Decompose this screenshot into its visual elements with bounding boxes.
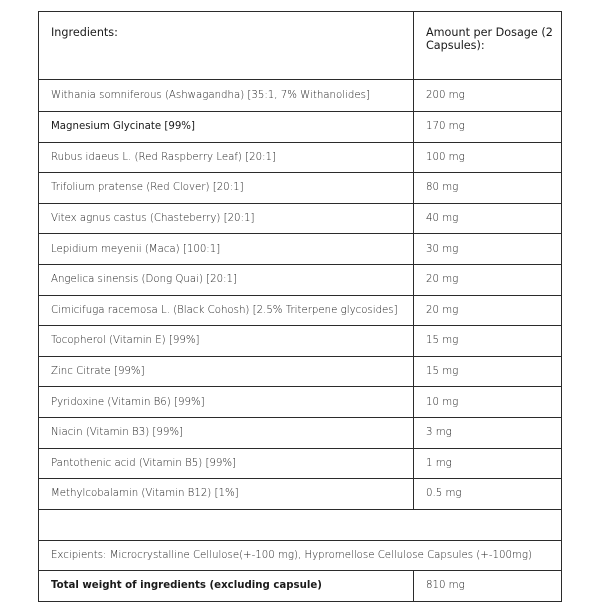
ingredient-name: Angelica sinensis (Dong Quai) [20:1] (39, 264, 414, 295)
total-row (39, 570, 562, 601)
ingredient-row (39, 142, 562, 173)
ingredient-amount: 20 mg (414, 295, 562, 326)
ingredient-amount: 20 mg (414, 264, 562, 295)
ingredient-row (39, 203, 562, 234)
ingredient-row (39, 356, 562, 387)
ingredient-row (39, 295, 562, 326)
ingredient-name: Methylcobalamin (Vitamin B12) [1%] (39, 479, 414, 510)
ingredient-name: Cimicifuga racemosa L. (Black Cohosh) [2.5% Triterpene glycosides] (39, 295, 414, 326)
ingredient-amount: 3 mg (414, 417, 562, 448)
ingredient-name: Zinc Citrate [99%] (39, 356, 414, 387)
ingredient-name: Pantothenic acid (Vitamin B5) [99%] (39, 448, 414, 479)
ingredient-name: Niacin (Vitamin B3) [99%] (39, 417, 414, 448)
total-label: Total weight of ingredients (excluding capsule) (39, 570, 414, 601)
total-amount: 810 mg (414, 570, 562, 601)
ingredient-amount: 100 mg (414, 142, 562, 173)
ingredient-row (39, 448, 562, 479)
ingredient-amount: 200 mg (414, 80, 562, 112)
ingredient-name: Withania somniferous (Ashwagandha) [35:1, 7% Withanolides] (39, 80, 414, 112)
ingredient-amount: 1 mg (414, 448, 562, 479)
ingredient-amount: 15 mg (414, 356, 562, 387)
ingredients-column-header: Ingredients: (39, 12, 414, 80)
ingredient-row (39, 234, 562, 265)
ingredient-amount: 170 mg (414, 112, 562, 143)
table-header-row (39, 12, 562, 80)
ingredient-amount: 30 mg (414, 234, 562, 265)
ingredient-name: Trifolium pratense (Red Clover) [20:1] (39, 173, 414, 204)
amount-column-header: Amount per Dosage (2 Capsules): (414, 12, 562, 80)
ingredient-row (39, 326, 562, 357)
ingredients-table (38, 11, 562, 602)
ingredient-name: Rubus idaeus L. (Red Raspberry Leaf) [20:1] (39, 142, 414, 173)
ingredient-name: Tocopherol (Vitamin E) [99%] (39, 326, 414, 357)
excipients-row (39, 540, 562, 570)
ingredient-row (39, 80, 562, 112)
ingredient-row (39, 112, 562, 143)
ingredient-row (39, 387, 562, 418)
ingredient-row (39, 479, 562, 510)
blank-spacer-row (39, 509, 562, 540)
ingredient-amount: 10 mg (414, 387, 562, 418)
excipients-text: Excipients: Microcrystalline Cellulose(+-100 mg), Hypromellose Cellulose Capsules (+-100mg) (39, 540, 562, 570)
blank-spacer-cell (39, 509, 562, 540)
ingredient-amount: 80 mg (414, 173, 562, 204)
ingredient-row (39, 173, 562, 204)
ingredient-name: Pyridoxine (Vitamin B6) [99%] (39, 387, 414, 418)
ingredient-amount: 15 mg (414, 326, 562, 357)
ingredient-name: Vitex agnus castus (Chasteberry) [20:1] (39, 203, 414, 234)
ingredient-row (39, 264, 562, 295)
ingredients-table-body (39, 12, 562, 602)
ingredient-name: Magnesium Glycinate [99%] (39, 112, 414, 143)
ingredient-row (39, 417, 562, 448)
ingredient-amount: 0.5 mg (414, 479, 562, 510)
ingredient-amount: 40 mg (414, 203, 562, 234)
ingredient-name: Lepidium meyenii (Maca) [100:1] (39, 234, 414, 265)
